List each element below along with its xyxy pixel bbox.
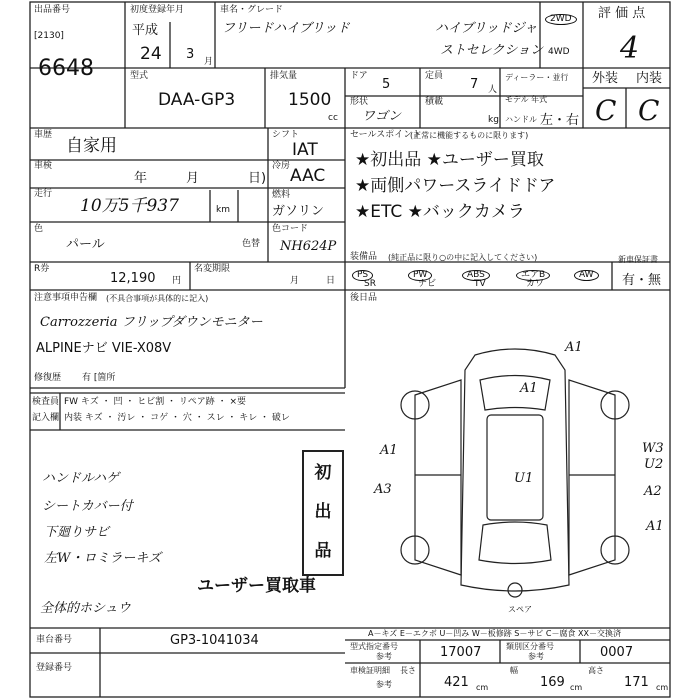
warranty-label: 新車保証書 [618,255,658,264]
comment-5: 全体的ホシュウ [40,601,131,616]
category-label: 類別区分番号 [506,642,554,651]
capacity-unit: 人 [488,85,498,95]
mark-a1-front: A1 [565,340,583,355]
shift-label: シフト [272,130,300,140]
name-change-day: 日 [326,276,336,286]
grade-line-1: ハイブリッドジャ [435,21,538,36]
inspection-day-unit: 日) [248,171,267,186]
name-change-month: 月 [290,276,300,286]
width-unit: cm [570,683,583,692]
mileage-label: 走行 [34,189,53,199]
model-value: DAA-GP3 [158,90,236,110]
handle-label: ハンドル [505,115,537,124]
length-label: 長さ [400,666,416,675]
doors-label: ドア [350,71,368,81]
width-label: 幅 [510,666,518,675]
model-year-label: モデル 年式 [505,95,548,104]
comment-3: 下廻りサビ [44,525,110,540]
era: 平成 [132,23,159,38]
use-label: 車歴 [34,130,53,140]
displacement-label: 排気量 [270,71,298,81]
color-code-label: 色コード [272,224,309,234]
inspection-label: 車検 [34,161,53,171]
height-label: 高さ [588,666,604,675]
inspector-row-1: FW キズ ・ 凹 ・ ヒビ割 ・ リペア跡 ・ ×要 [64,397,247,407]
mileage-value: 10万5千937 [80,196,179,216]
vehicle-name: フリードハイブリッド [222,21,350,36]
selling-point-1: ★初出品 ★ユーザー買取 [355,150,544,170]
inspector-label-1: 検査員 [32,397,60,407]
mark-a3-left: A3 [374,482,392,497]
reg-month: 3 [186,47,195,62]
recycle-fee: 12,190 [110,271,156,286]
comment-1: ハンドルハゲ [42,471,120,486]
diagram-legend: A－キズ E－エクボ U－凹み W－板修跡 S－サビ C－腐食 XX－交換済 [368,629,622,638]
inspector-row-2: 内装 キズ ・ 汚レ ・ コゲ ・ 穴 ・ スレ ・ キレ ・ 破レ [64,413,290,423]
ac-label: 冷房 [272,161,291,171]
length-value: 421 [444,675,469,690]
handle-value: 左・右 [540,113,580,128]
spare-label: スペア [508,605,532,614]
mark-w3-right: W3 [642,441,664,456]
equip-code-airbag: エアB [516,264,550,281]
equipment-note: (純正品に限り○の中に記入してください) [388,253,538,262]
load-label: 積載 [425,97,444,107]
category-ref: 参考 [528,652,544,661]
mark-a1-hood: A1 [520,381,538,396]
reg-year: 24 [140,44,162,64]
chassis-value: GP3-1041034 [170,633,259,648]
first-reg-label: 初度登録年月 [130,5,185,15]
repair-label: 修復歴 [34,373,62,383]
reg-number-label: 登録番号 [36,663,73,673]
selling-points-note: (正常に機能するものに限ります) [410,131,529,140]
width-value: 169 [540,675,565,690]
score: 4 [620,31,640,66]
doors-value: 5 [382,77,391,92]
equip-name-leather: カワ [526,279,545,289]
exterior-grade: C [595,94,617,127]
inspection-year-unit: 年 [134,171,148,186]
displacement-unit: cc [328,113,338,123]
comment-4: 左W・ロミラーキズ [44,551,162,566]
displacement-value: 1500 [288,90,332,110]
mark-a1-left: A1 [380,443,398,458]
reg-month-unit: 月 [204,57,214,67]
recycle-unit: 円 [172,276,182,286]
category-value: 0007 [600,645,634,660]
interior-label: 内装 [636,71,663,86]
drive-4wd: 4WD [548,47,570,57]
equip-name-navi: ナビ [418,279,437,289]
name-change-label: 名変期限 [194,264,231,274]
inspector-label-2: 記入欄 [32,413,60,423]
lot-label: 出品番号 [34,5,71,15]
score-label: 評 価 点 [598,6,646,21]
grade-line-2: ストセレクション [440,43,544,58]
model-label: 型式 [130,71,149,81]
dealer-label: ディーラー・並行 [505,73,569,82]
height-unit: cm [656,683,669,692]
capacity-label: 定員 [425,71,444,81]
vehicle-grade-label: 車名・グレード [220,5,284,15]
mileage-unit: km [216,205,230,215]
notes-line-2: ALPINEナビ VIE-X08V [36,341,172,356]
use-value: 自家用 [66,136,117,156]
mark-a1-rear-right: A1 [646,519,664,534]
dims-label: 車検証明細 [350,666,390,675]
equip-code-aw: AW [574,264,599,281]
drive-2wd: 2WD [545,8,577,25]
notes-sub: (不具合事項が具体的に記入) [106,294,209,303]
selling-points-label: セールスポイント [350,130,422,140]
fuel-label: 燃料 [272,190,291,200]
height-value: 171 [624,675,649,690]
shift-value: IAT [292,140,318,160]
lot-sub: [2130] [34,31,64,41]
color-value: パール [66,237,105,252]
equip-code-pw: PW [408,264,432,281]
type-spec-label: 型式指定番号 [350,642,398,651]
equip-name-sr: SR [364,279,376,289]
type-spec-value: 17007 [440,645,482,660]
rear-seat-label: 後日品 [350,293,378,303]
chassis-label: 車台番号 [36,635,73,645]
selling-point-3: ★ETC ★バックカメラ [355,202,525,222]
mark-u1-roof: U1 [514,471,534,486]
equip-name-tv: TV [474,279,486,289]
equip-code-ps: PS [352,264,373,281]
body-value: ワゴン [362,109,402,124]
equipment-label: 装備品 [350,252,378,262]
lot-number: 6648 [38,56,94,81]
load-unit: kg [488,115,499,125]
notes-label: 注意事項申告欄 [34,293,98,303]
first-listing-stamp: 初 出 品 [302,450,344,576]
color-code-value: NH624P [280,239,337,254]
fuel-value: ガソリン [272,204,325,219]
mark-u2-right: U2 [644,457,664,472]
exterior-label: 外装 [592,71,619,86]
ac-value: AAC [290,166,326,186]
color-change-label: 色替 [242,239,261,249]
warranty-value: 有・無 [622,273,662,288]
color-label: 色 [34,224,44,234]
notes-line-1: Carrozzeria フリップダウンモニター [40,315,263,330]
mark-a2-right: A2 [644,484,662,499]
dims-ref: 参考 [376,680,392,689]
interior-grade: C [638,94,660,127]
equip-code-abs: ABS [462,264,490,281]
type-spec-ref: 参考 [376,652,392,661]
repair-value: 有 [箇所 [82,373,116,383]
inspection-month-unit: 月 [186,171,200,186]
user-purchase-stamp: ユーザー買取車 [197,576,316,596]
recycle-label: R券 [34,264,50,274]
body-label: 形状 [350,97,369,107]
comment-2: シートカバー付 [42,499,133,514]
length-unit: cm [476,683,489,692]
capacity-value: 7 [470,77,479,92]
selling-point-2: ★両側パワースライドドア [355,176,556,196]
